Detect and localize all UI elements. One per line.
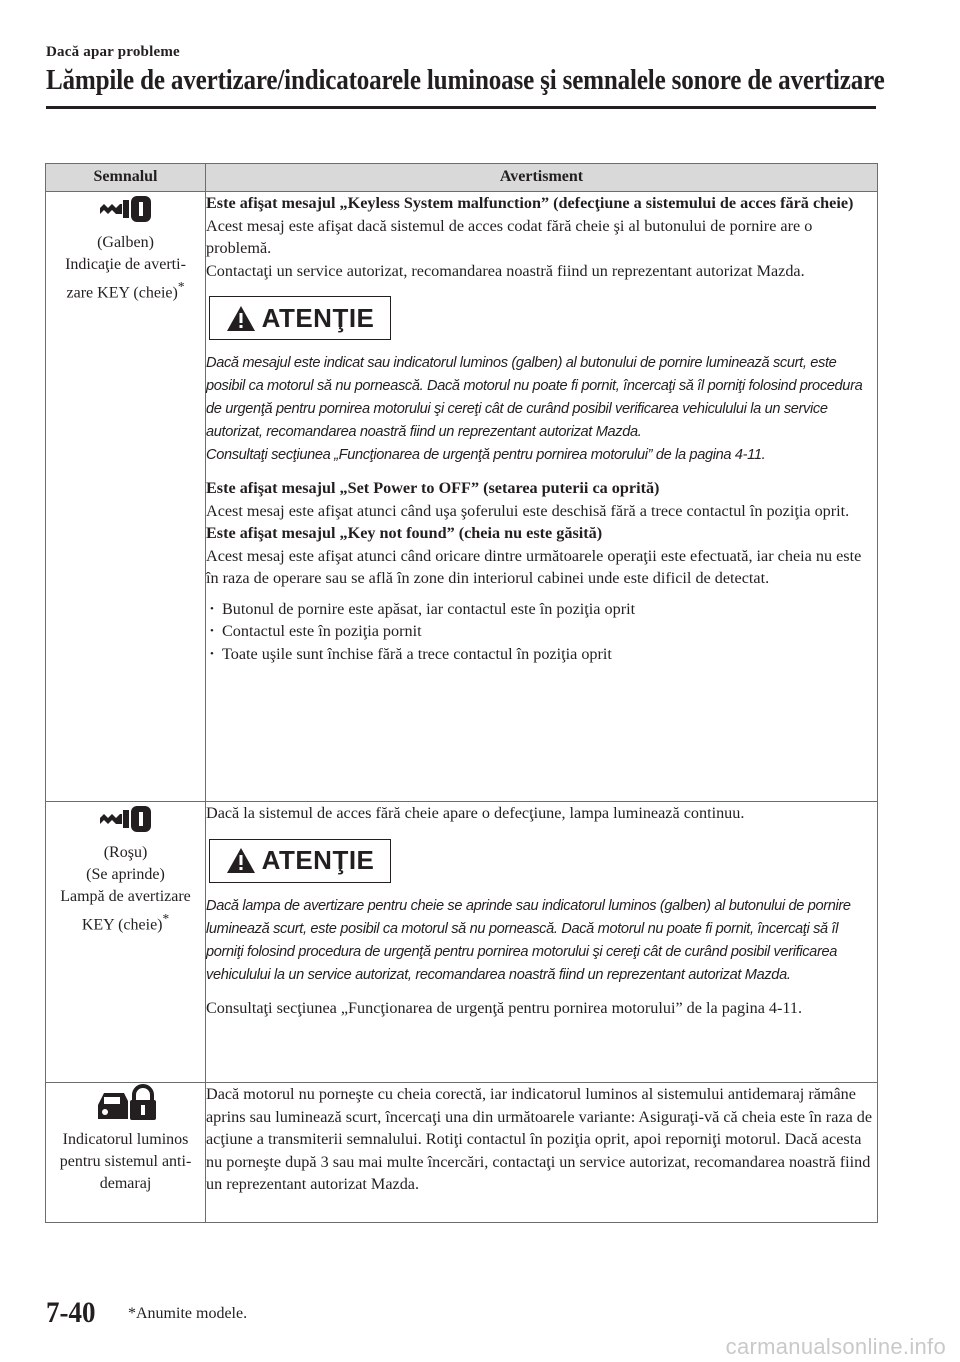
signal-line: (Galben) bbox=[97, 234, 154, 251]
signal-line: Indicatorul luminos bbox=[62, 1131, 189, 1148]
title-rule bbox=[46, 106, 876, 109]
signal-line: (Roşu) bbox=[103, 844, 148, 861]
warning-triangle-icon bbox=[226, 847, 256, 874]
page-title: Lămpile de avertizare/indicatoarele luminoase şi semnalele sonore de avertizare bbox=[46, 64, 885, 96]
message-text: Dacă la sistemul de acces fără cheie apare o defecţiune, lampa luminează continuu. bbox=[206, 804, 745, 822]
warning-table bbox=[45, 163, 878, 1223]
caution-text: Dacă lampa de avertizare pentru cheie se aprinde sau indicatorul luminos (galben) al butonului de pornire luminează scurt, este posibil ca motorul să nu pornească. Dacă motorul nu poate fi pornit, încercaţi să îl porniţi folosind procedura de urgenţă pentru pornirea motorului şi cereţi cât de curând posibil verificarea vehiculului la un service autorizat, recomandarea noastră fiind un reprezentant autorizat Mazda. bbox=[206, 897, 851, 983]
list-item: • Butonul de pornire este apăsat, iar contactul este în poziţia oprit bbox=[206, 598, 877, 621]
message-text: Acest mesaj este afişat atunci când oricare dintre următoarele operaţii este efectuată, iar cheia nu este în raza de operare sau se află în zone din interiorul cabinei unde este dificil de detectat. bbox=[206, 546, 862, 587]
message-text: Consultaţi secţiunea „Funcţionarea de urgenţă pentru pornirea motorului” de la pagina 4-11. bbox=[206, 998, 803, 1017]
watermark: carmanualsonline.info bbox=[725, 1334, 946, 1359]
signal-line: pentru sistemul anti- bbox=[59, 1153, 192, 1170]
immobilizer-car-lock-icon bbox=[94, 1083, 158, 1123]
caution-label: ATENŢIE bbox=[261, 845, 375, 876]
signal-cell bbox=[46, 1083, 206, 1223]
warning-cell bbox=[206, 192, 878, 802]
message-title: Este afişat mesajul „Keyless System malfunction” (defecţiune a sistemului de acces fără cheie) bbox=[206, 194, 854, 212]
signal-line: zare KEY (cheie)* bbox=[66, 279, 185, 302]
caution-text: Dacă mesajul este indicat sau indicatorul luminos (galben) al butonului de pornire luminează scurt, este posibil ca motorul să nu pornească. Dacă motorul nu poate fi pornit, încercaţi să îl porniţi folosind procedura de urgenţă pentru pornirea motorului şi cereţi cât de curând posibil verificarea vehiculului la un service autorizat, recomandarea noastră fiind un reprezentant autorizat Mazda. bbox=[206, 355, 863, 440]
warning-cell bbox=[206, 1083, 878, 1223]
caution-box bbox=[209, 296, 391, 340]
list-item: • Toate uşile sunt închise fără a trece contactul în poziţia oprit bbox=[206, 643, 877, 666]
signal-cell bbox=[46, 802, 206, 1083]
footnote-mark: * bbox=[177, 279, 185, 294]
table-header-row bbox=[46, 164, 878, 192]
caution-label: ATENŢIE bbox=[261, 302, 375, 333]
message-text: Acest mesaj este afişat dacă sistemul de acces codat fără cheie şi al butonului de pornire are o problemă. bbox=[206, 216, 813, 257]
section-label: Dacă apar probleme bbox=[46, 44, 180, 60]
key-warning-icon bbox=[96, 192, 156, 226]
key-warning-icon bbox=[96, 802, 156, 836]
table-row bbox=[46, 802, 878, 1083]
signal-cell bbox=[46, 192, 206, 802]
warning-cell bbox=[206, 802, 878, 1083]
footnote-mark: * bbox=[162, 911, 170, 926]
page-number: 7-40 bbox=[46, 1296, 96, 1329]
table-row bbox=[46, 1083, 878, 1223]
caution-text: Consultaţi secţiunea „Funcţionarea de urgenţă pentru pornirea motorului” de la pagina 4-11. bbox=[206, 447, 766, 463]
signal-line: (Se aprinde) bbox=[86, 866, 165, 883]
caution-box bbox=[209, 839, 391, 883]
message-text: Contactaţi un service autorizat, recomandarea noastră fiind un reprezentant autorizat Mazda. bbox=[206, 261, 805, 280]
condition-list bbox=[206, 598, 877, 666]
signal-line: KEY (cheie)* bbox=[81, 911, 170, 934]
message-text: Dacă motorul nu porneşte cu cheia corectă, iar indicatorul luminos al sistemului antidemaraj rămâne aprins sau luminează scurt, încercaţi una din următoarele variante: Asiguraţi-vă că cheia este în raza de acţiune a transmiterii semnalului. Rotiţi contactul în poziţia oprit, apoi reporniţi motorul. Dacă acesta nu porneşte după 3 sau mai multe încercări, contactaţi un service autorizat, recomandarea noastră fiind un reprezentant autorizat Mazda. bbox=[206, 1085, 873, 1193]
header-warning: Avertisment bbox=[206, 164, 878, 192]
signal-line: Lampă de avertizare bbox=[60, 888, 191, 905]
message-title: Este afişat mesajul „Key not found” (cheia nu este găsită) bbox=[206, 524, 603, 542]
header-signal: Semnalul bbox=[46, 164, 206, 192]
table-row bbox=[46, 192, 878, 802]
signal-line: Indicaţie de averti- bbox=[65, 256, 186, 273]
list-item: • Contactul este în poziţia pornit bbox=[206, 620, 877, 643]
message-text: Acest mesaj este afişat atunci când uşa şoferului este deschisă fără a trece contactul în poziţia oprit. bbox=[206, 501, 850, 520]
footnote: *Anumite modele. bbox=[128, 1305, 248, 1322]
message-title: Este afişat mesajul „Set Power to OFF” (setarea puterii ca oprită) bbox=[206, 479, 660, 497]
signal-line: demaraj bbox=[99, 1175, 152, 1192]
warning-triangle-icon bbox=[226, 305, 256, 332]
